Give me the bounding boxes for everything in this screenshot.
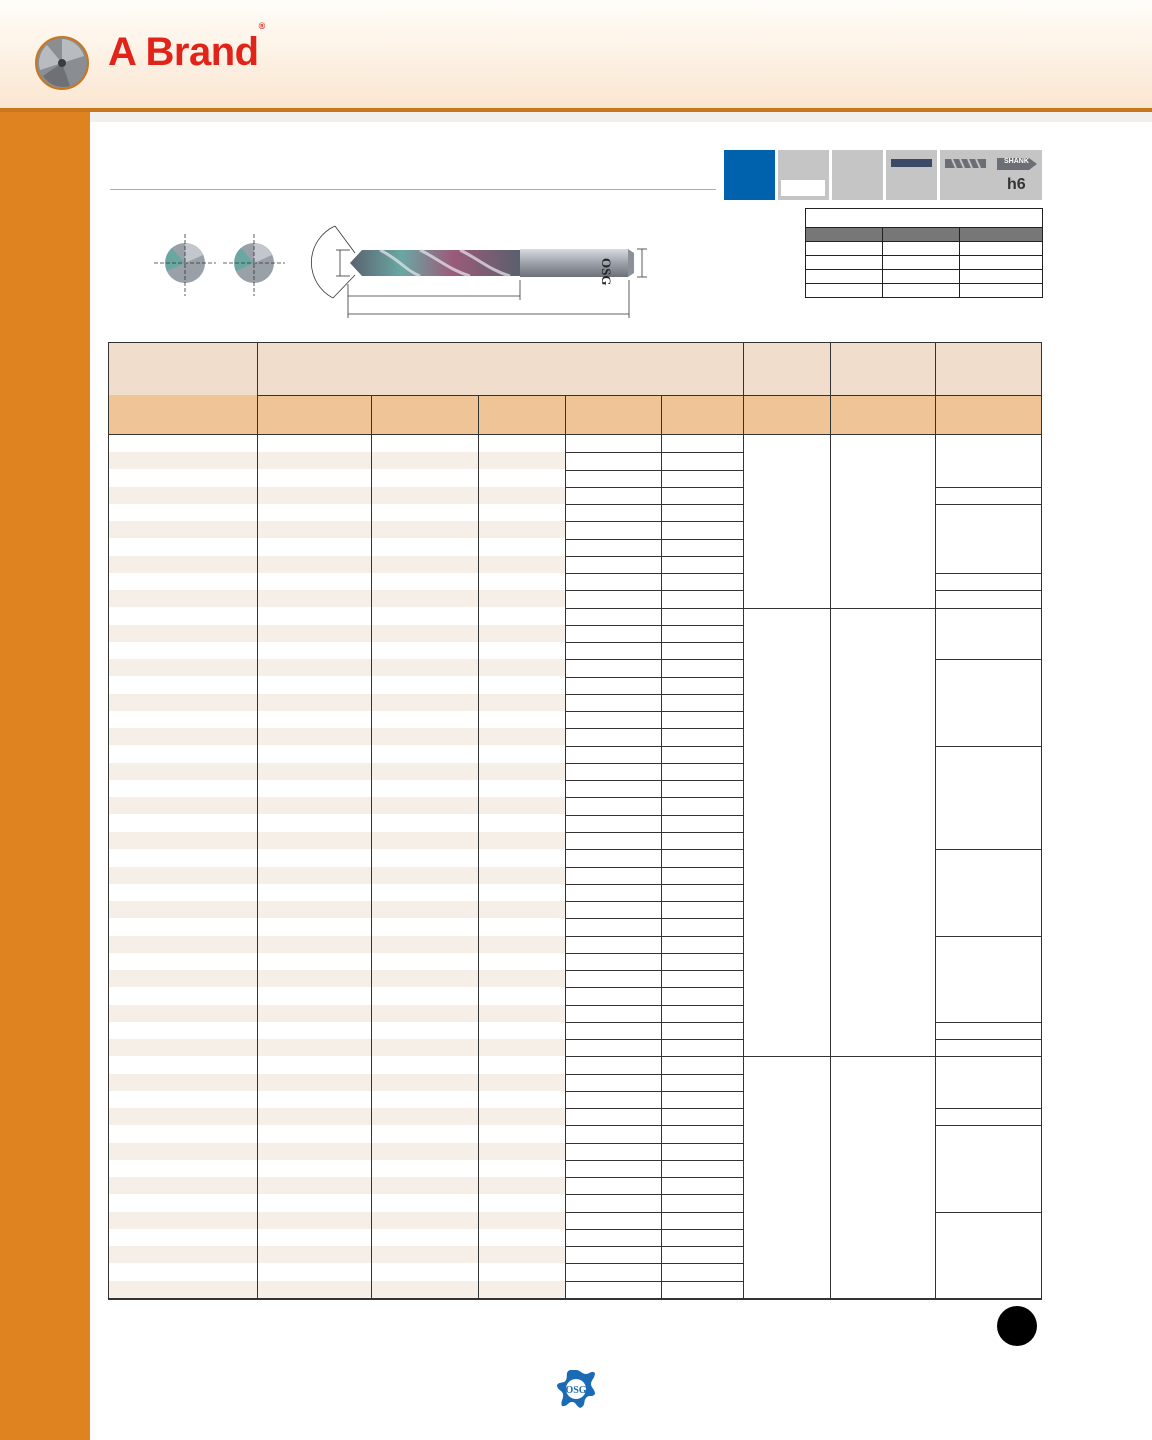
end-view-right-icon	[223, 234, 285, 296]
end-view-left-icon	[154, 234, 216, 296]
table-row	[109, 659, 565, 676]
top-band	[90, 112, 1152, 122]
table-row	[109, 1246, 565, 1263]
spec-table	[805, 208, 1043, 298]
table-row	[109, 936, 565, 953]
svg-text:OSG: OSG	[565, 1385, 587, 1396]
hatched-tile-icon	[940, 150, 991, 200]
table-row	[109, 625, 565, 642]
table-header-row-2	[109, 395, 1042, 434]
table-row	[109, 832, 565, 849]
table-row	[109, 901, 565, 918]
table-row	[109, 867, 565, 884]
product-table	[108, 342, 1042, 1300]
table-header-row-1	[109, 343, 1042, 395]
table-row	[109, 590, 565, 607]
table-row	[109, 1177, 565, 1194]
gray-tile-icon	[832, 150, 883, 200]
osg-logo-icon	[555, 1368, 597, 1410]
bar-tile-icon	[886, 150, 937, 200]
table-row	[109, 970, 565, 987]
table-row	[109, 556, 565, 573]
svg-text:OSG: OSG	[599, 258, 614, 286]
table-row	[109, 728, 565, 745]
table-row	[109, 1143, 565, 1160]
table-row	[109, 797, 565, 814]
side-color-band	[0, 112, 90, 1440]
shank-h6-icon: SHANK h6	[991, 150, 1042, 200]
table-row	[109, 763, 565, 780]
blue-tile-icon	[724, 150, 775, 200]
table-row	[109, 694, 565, 711]
title-underline	[110, 189, 716, 190]
table-row	[109, 1005, 565, 1022]
page-header	[0, 0, 1152, 112]
gray-white-tile-icon	[778, 150, 829, 200]
table-row	[109, 1281, 565, 1298]
table-row	[109, 452, 565, 469]
table-row	[109, 521, 565, 538]
drill-end-logo-icon	[35, 36, 89, 90]
drill-diagram	[150, 220, 650, 325]
brand-title: A Brand®	[108, 20, 265, 74]
table-row	[109, 1074, 565, 1091]
table-row	[109, 1108, 565, 1125]
table-row	[109, 1039, 565, 1056]
table-row	[109, 487, 565, 504]
page-number-marker	[997, 1306, 1037, 1346]
table-row	[109, 1212, 565, 1229]
